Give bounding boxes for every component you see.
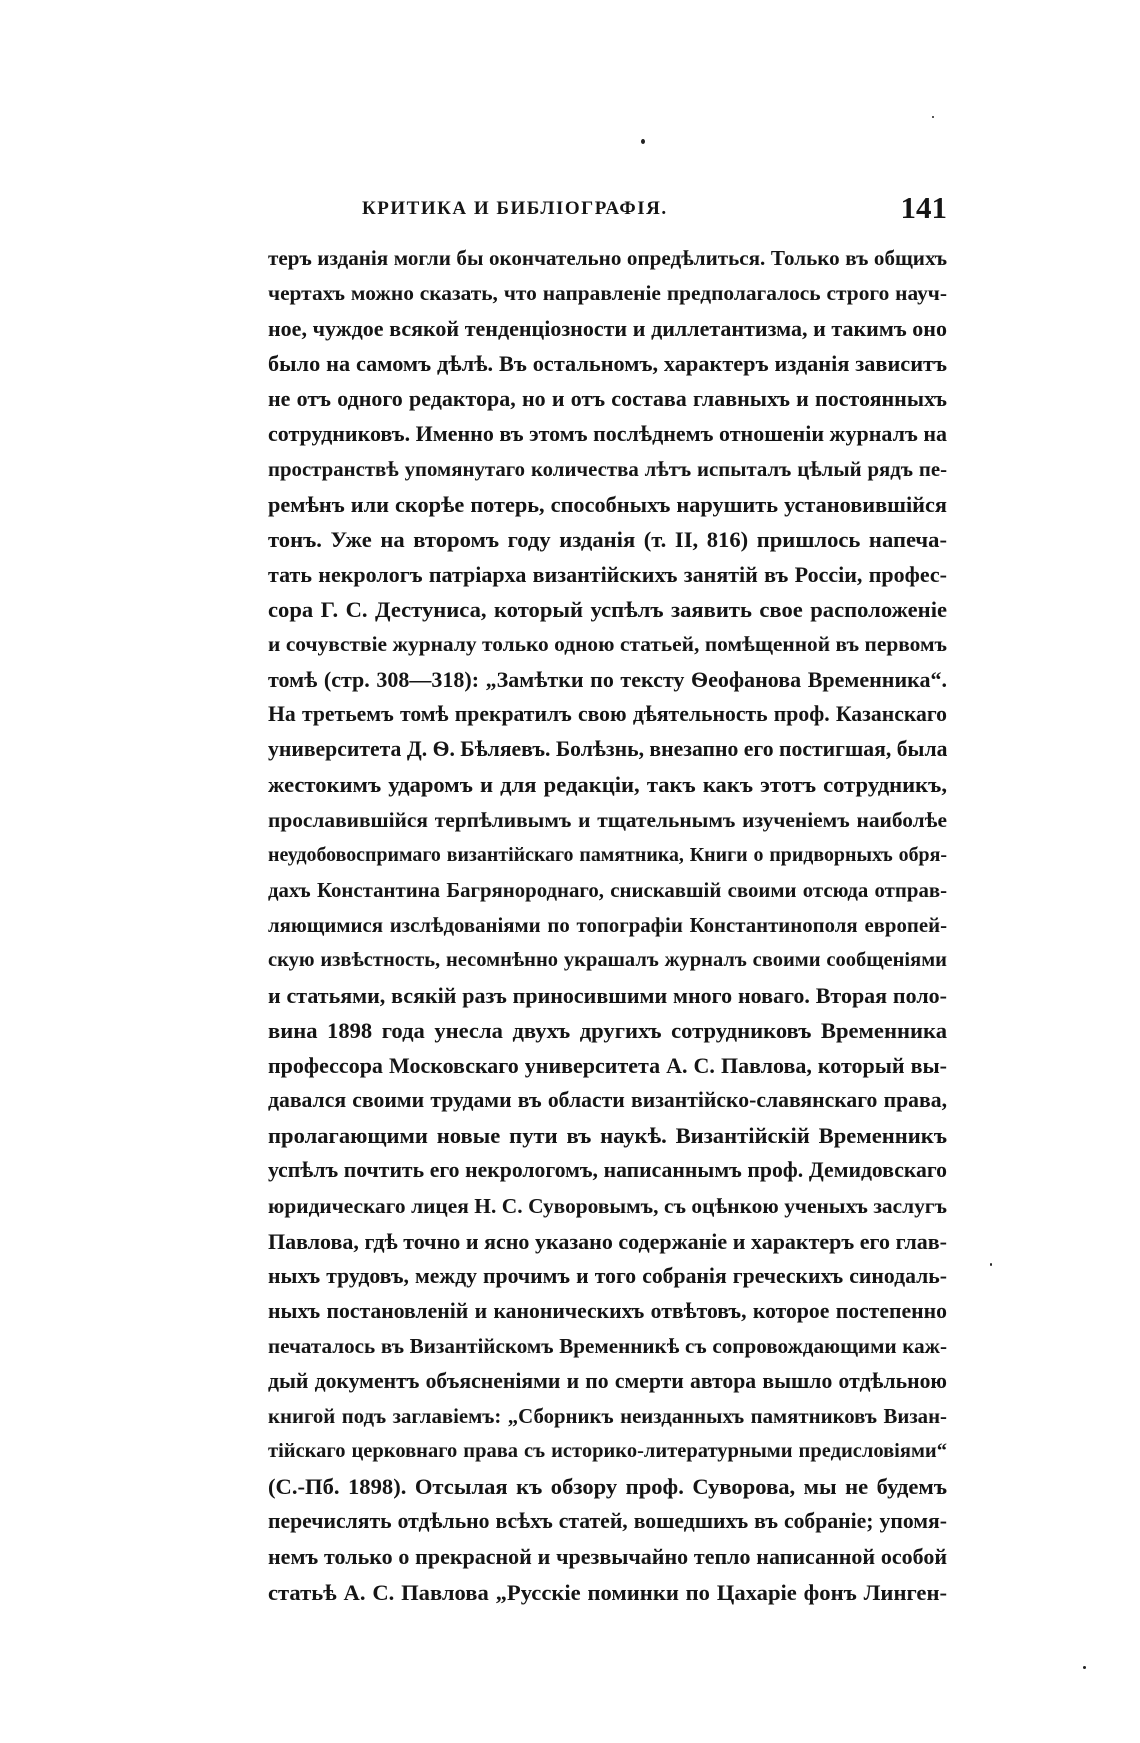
ink-speck	[641, 139, 645, 144]
text-line: тать некрологъ патріарха византійскихъ занятій въ Россіи, профес-	[268, 561, 947, 587]
text-line: Павлова, гдѣ точно и ясно указано содержаніе и характеръ его глав-	[268, 1228, 947, 1254]
text-line: жестокимъ ударомъ и для редакціи, такъ какъ этотъ сотрудникъ,	[268, 772, 947, 798]
text-line: профессора Московскаго университета А. С. Павлова, который вы-	[268, 1053, 947, 1079]
text-line: сотрудниковъ. Именно въ этомъ послѣднемъ отношеніи журналъ на	[268, 421, 947, 447]
text-line: юридическаго лицея Н. С. Суворовымъ, съ оцѣнкою ученыхъ заслугъ	[268, 1193, 947, 1218]
text-line: (С.-Пб. 1898). Отсылая къ обзору проф. Суворова, мы не будемъ	[268, 1474, 947, 1500]
text-line: тонъ. Уже на второмъ году изданія (т. II, 816) пришлось напеча-	[268, 526, 947, 552]
text-line: прославившійся терпѣливымъ и тщательнымъ изученіемъ наиболѣе	[268, 807, 947, 832]
text-line: чертахъ можно сказать, что направленіе предполагалось строго науч-	[268, 281, 947, 306]
text-line: скую извѣстность, несомнѣнно украшалъ журналъ своими сообщеніями	[268, 948, 947, 971]
text-line: теръ изданія могли бы окончательно опредѣлиться. Только въ общихъ	[268, 246, 947, 270]
text-line: статьѣ А. С. Павлова „Русскіе поминки по Цахаріе фонъ Линген-	[268, 1579, 947, 1605]
text-line: давался своими трудами въ области византійско-славянскаго права,	[268, 1088, 947, 1113]
text-line: перечислять отдѣльно всѣхъ статей, вошедшихъ въ собраніе; упомя-	[268, 1509, 947, 1534]
text-line: было на самомъ дѣлѣ. Въ остальномъ, характеръ изданія зависитъ	[268, 351, 947, 377]
text-line: немъ только о прекрасной и чрезвычайно тепло написанной особой	[268, 1544, 947, 1570]
text-line: ныхъ постановленій и каноническихъ отвѣтовъ, которое постепенно	[268, 1298, 947, 1323]
body-text	[268, 241, 947, 1610]
text-line: университета Д. Ѳ. Бѣляевъ. Болѣзнь, внезапно его постигшая, была	[268, 737, 947, 762]
text-line: и сочувствіе журналу только одною статьей, помѣщенной въ первомъ	[268, 632, 947, 657]
text-line: ремѣнъ или скорѣе потерь, способныхъ нарушить установившійся	[268, 491, 947, 517]
text-line: сора Г. С. Дестуниса, который успѣлъ заявить свое расположеніе	[268, 596, 947, 622]
text-line: вина 1898 года унесла двухъ другихъ сотрудниковъ Временника	[268, 1018, 947, 1044]
text-line: ное, чуждое всякой тенденціозности и диллетантизма, и такимъ оно	[268, 316, 947, 342]
running-head: КРИТИКА И БИБЛІОГРАФІЯ.	[362, 198, 668, 219]
text-line: не отъ одного редактора, но и отъ состава главныхъ и постоянныхъ	[268, 386, 947, 412]
ink-speck	[1083, 1666, 1086, 1669]
text-line: ляющимися изслѣдованіями по топографіи Константинополя европей-	[268, 913, 947, 937]
text-line: неудобовоспримаго византійскаго памятника, Книги о придворныхъ обря-	[268, 843, 947, 866]
text-line: дый документъ объясненіями и по смерти автора вышло отдѣльною	[268, 1369, 947, 1393]
text-line: На третьемъ томѣ прекратилъ свою дѣятельность проф. Казанскаго	[268, 702, 947, 727]
text-line: пролагающими новые пути въ наукѣ. Византійскій Временникъ	[268, 1123, 947, 1149]
text-line: ныхъ трудовъ, между прочимъ и того собранія греческихъ синодаль-	[268, 1263, 947, 1288]
ink-speck	[990, 1263, 992, 1266]
ink-speck	[932, 116, 934, 118]
text-line: печаталось въ Византійскомъ Временникѣ съ сопровождающими каж-	[268, 1333, 947, 1358]
text-line: дахъ Константина Багрянороднаго, снискавшій своими отсюда отправ-	[268, 878, 947, 902]
text-line: книгой подъ заглавіемъ: „Сборникъ неизданныхъ памятниковъ Визан-	[268, 1405, 947, 1429]
text-line: успѣлъ почтить его некрологомъ, написаннымъ проф. Демидовскаго	[268, 1158, 947, 1183]
text-line: томѣ (стр. 308—318): „Замѣтки по тексту Ѳеофанова Временника“.	[268, 667, 947, 693]
page-number: 141	[900, 190, 947, 225]
text-line: и статьями, всякій разъ приносившими много новаго. Вторая поло-	[268, 982, 947, 1008]
text-line: пространствѣ упомянутаго количества лѣтъ испыталъ цѣлый рядъ пе-	[268, 457, 947, 481]
page-header	[268, 190, 947, 230]
text-line: тійскаго церковнаго права съ историко-литературными предисловіями“	[268, 1440, 947, 1463]
